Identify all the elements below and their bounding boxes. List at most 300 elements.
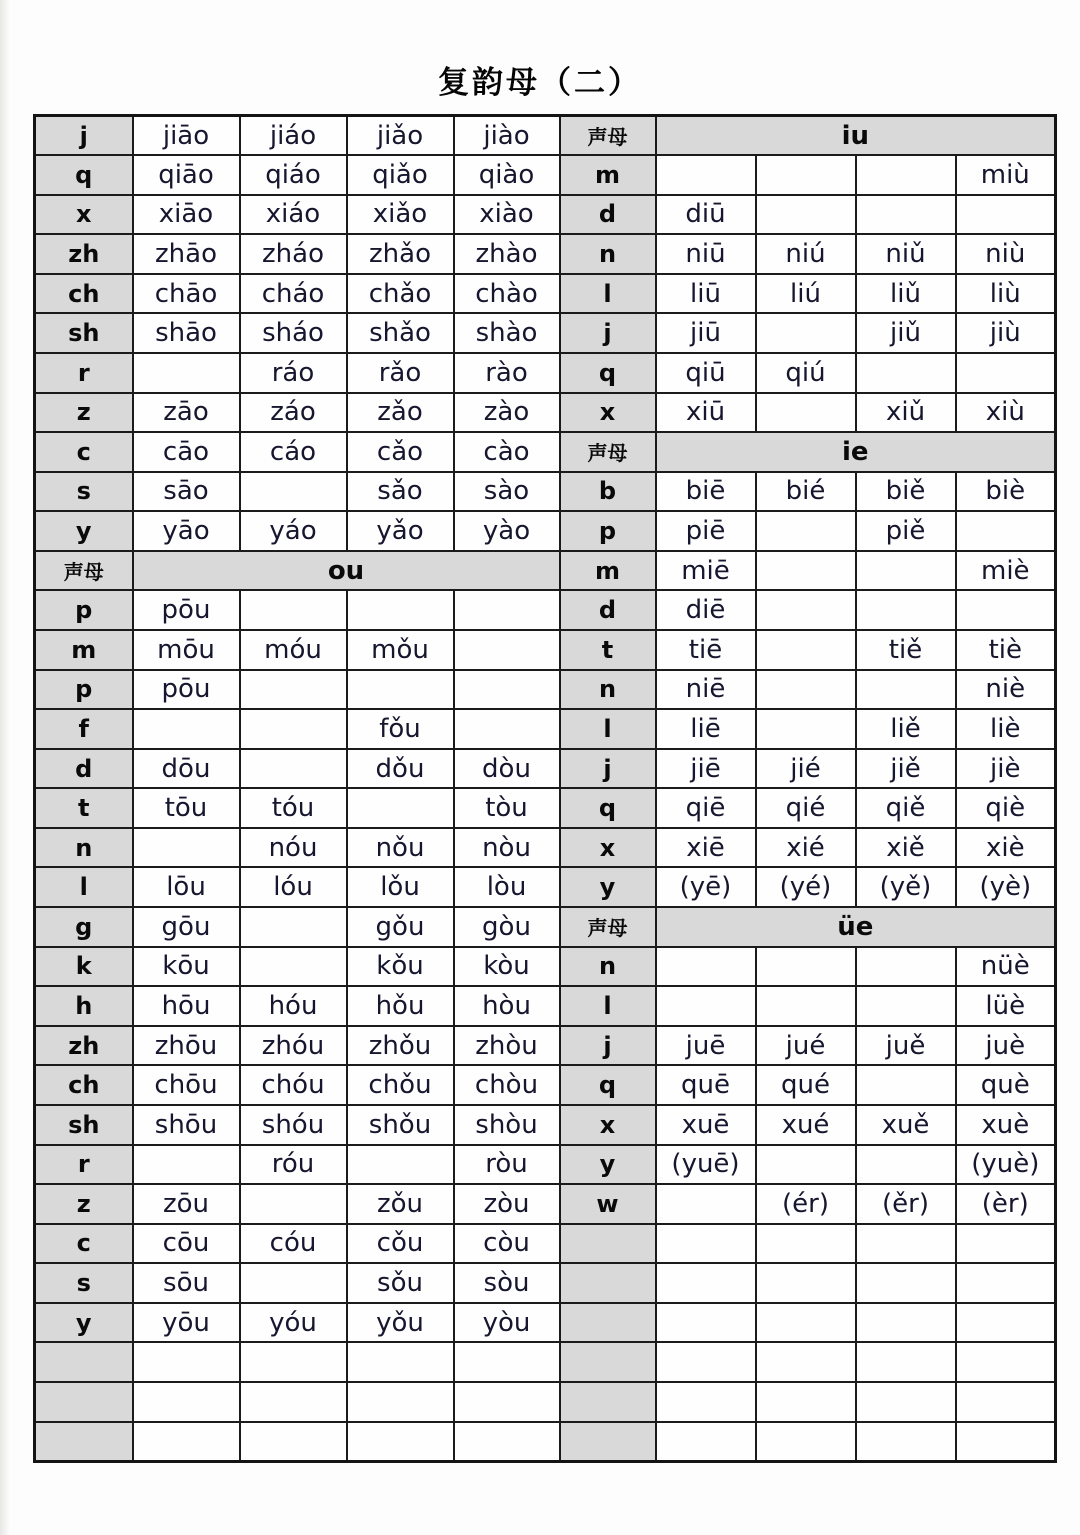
shengmu-label-cell: 声母 [560, 116, 656, 156]
initial-cell-k: k [35, 947, 133, 987]
pinyin-cell: nǒu [347, 828, 454, 868]
pinyin-cell-empty [956, 1422, 1056, 1462]
pinyin-cell: niǔ [856, 234, 956, 274]
pinyin-cell [347, 590, 454, 630]
pinyin-cell-empty [347, 1342, 454, 1382]
initial-cell-l: l [560, 986, 656, 1026]
initial-cell-empty [560, 1422, 656, 1462]
pinyin-cell: miē [656, 551, 756, 591]
table-row [35, 393, 1056, 433]
pinyin-cell [856, 551, 956, 591]
initial-cell-y: y [560, 867, 656, 907]
pinyin-cell [656, 947, 756, 987]
pinyin-cell: bié [756, 472, 856, 512]
initial-cell-p: p [35, 590, 133, 630]
scan-edge-shading [0, 0, 10, 1535]
pinyin-cell: cháo [240, 274, 347, 314]
pinyin-cell [756, 313, 856, 353]
pinyin-cell: zhào [454, 234, 560, 274]
pinyin-cell: gòu [454, 907, 560, 947]
pinyin-cell: xié [756, 828, 856, 868]
pinyin-cell [240, 1263, 347, 1303]
pinyin-cell: dōu [133, 749, 240, 789]
pinyin-cell: qiè [956, 788, 1056, 828]
pinyin-cell: qiē [656, 788, 756, 828]
table-row [35, 1105, 1056, 1145]
table-row [35, 1303, 1056, 1343]
pinyin-cell [856, 670, 956, 710]
pinyin-cell [756, 195, 856, 235]
pinyin-cell: (ěr) [856, 1184, 956, 1224]
pinyin-cell: mǒu [347, 630, 454, 670]
pinyin-cell: jiě [856, 749, 956, 789]
pinyin-cell: hǒu [347, 986, 454, 1026]
table-row [35, 709, 1056, 749]
pinyin-cell-empty [956, 1224, 1056, 1264]
pinyin-table [33, 114, 1057, 1463]
initial-cell-x: x [560, 1105, 656, 1145]
table-row [35, 630, 1056, 670]
pinyin-cell [133, 353, 240, 393]
initial-cell-l: l [560, 274, 656, 314]
initial-cell-n: n [35, 828, 133, 868]
pinyin-cell: chòu [454, 1065, 560, 1105]
table-row [35, 313, 1056, 353]
pinyin-cell: pōu [133, 590, 240, 630]
pinyin-cell-empty [240, 1422, 347, 1462]
pinyin-cell [454, 709, 560, 749]
pinyin-cell: quē [656, 1065, 756, 1105]
pinyin-cell-empty [756, 1263, 856, 1303]
pinyin-cell [240, 947, 347, 987]
pinyin-cell: juè [956, 1026, 1056, 1066]
table-row [35, 274, 1056, 314]
pinyin-cell [347, 788, 454, 828]
table-row [35, 155, 1056, 195]
pinyin-cell: jiū [656, 313, 756, 353]
pinyin-cell: chào [454, 274, 560, 314]
pinyin-cell: zháo [240, 234, 347, 274]
initial-cell-t: t [560, 630, 656, 670]
pinyin-cell: xiǔ [856, 393, 956, 433]
pinyin-cell: cǎo [347, 432, 454, 472]
pinyin-cell: jiè [956, 749, 1056, 789]
pinyin-cell-empty [856, 1263, 956, 1303]
initial-cell-n: n [560, 947, 656, 987]
initial-cell-x: x [560, 828, 656, 868]
pinyin-cell [956, 353, 1056, 393]
pinyin-cell: tiē [656, 630, 756, 670]
pinyin-cell-empty [856, 1342, 956, 1382]
pinyin-cell: shóu [240, 1105, 347, 1145]
initial-cell-q: q [560, 353, 656, 393]
pinyin-cell: mōu [133, 630, 240, 670]
pinyin-cell: xiū [656, 393, 756, 433]
initial-cell-empty [35, 1382, 133, 1422]
pinyin-cell: hōu [133, 986, 240, 1026]
pinyin-cell: xiǎo [347, 195, 454, 235]
initial-cell-g: g [35, 907, 133, 947]
pinyin-cell: cáo [240, 432, 347, 472]
pinyin-cell [347, 1145, 454, 1185]
initial-cell-h: h [35, 986, 133, 1026]
table-row [35, 234, 1056, 274]
pinyin-cell: juě [856, 1026, 956, 1066]
pinyin-cell-empty [656, 1224, 756, 1264]
pinyin-cell: zhāo [133, 234, 240, 274]
pinyin-cell [856, 155, 956, 195]
pinyin-cell [756, 393, 856, 433]
pinyin-cell [856, 353, 956, 393]
pinyin-cell: hóu [240, 986, 347, 1026]
pinyin-cell [240, 749, 347, 789]
pinyin-cell: zòu [454, 1184, 560, 1224]
pinyin-cell: lǒu [347, 867, 454, 907]
pinyin-cell: shǎo [347, 313, 454, 353]
pinyin-cell: nüè [956, 947, 1056, 987]
table-row [35, 867, 1056, 907]
pinyin-cell: què [956, 1065, 1056, 1105]
pinyin-cell: zōu [133, 1184, 240, 1224]
pinyin-cell: lōu [133, 867, 240, 907]
initial-cell-m: m [560, 155, 656, 195]
pinyin-cell: jiǎo [347, 116, 454, 156]
pinyin-cell: zhǎo [347, 234, 454, 274]
initial-cell-ch: ch [35, 274, 133, 314]
table-row [35, 1422, 1056, 1462]
shengmu-label-cell: 声母 [560, 907, 656, 947]
pinyin-cell: xiè [956, 828, 1056, 868]
pinyin-cell-empty [656, 1303, 756, 1343]
pinyin-cell [240, 590, 347, 630]
initial-cell-empty [560, 1224, 656, 1264]
pinyin-cell: záo [240, 393, 347, 433]
pinyin-cell: nóu [240, 828, 347, 868]
pinyin-cell: yòu [454, 1303, 560, 1343]
pinyin-cell: qiáo [240, 155, 347, 195]
pinyin-cell [656, 1184, 756, 1224]
pinyin-cell: biē [656, 472, 756, 512]
final-header-ou: ou [133, 551, 560, 591]
initial-cell-y: y [560, 1145, 656, 1185]
table-row [35, 1026, 1056, 1066]
pinyin-cell: shòu [454, 1105, 560, 1145]
pinyin-cell [856, 986, 956, 1026]
pinyin-cell: xiāo [133, 195, 240, 235]
pinyin-cell [756, 630, 856, 670]
pinyin-cell: chǒu [347, 1065, 454, 1105]
pinyin-cell [347, 670, 454, 710]
pinyin-cell-empty [133, 1382, 240, 1422]
pinyin-cell: qiào [454, 155, 560, 195]
pinyin-cell: jiù [956, 313, 1056, 353]
initial-cell-empty [560, 1263, 656, 1303]
pinyin-cell: lòu [454, 867, 560, 907]
pinyin-cell: (yuē) [656, 1145, 756, 1185]
pinyin-cell: piē [656, 511, 756, 551]
initial-cell-f: f [35, 709, 133, 749]
pinyin-cell: jié [756, 749, 856, 789]
initial-cell-zh: zh [35, 234, 133, 274]
table-row [35, 432, 1056, 472]
pinyin-cell: yāo [133, 511, 240, 551]
pinyin-cell: zǒu [347, 1184, 454, 1224]
pinyin-cell [133, 828, 240, 868]
table-row [35, 947, 1056, 987]
initial-cell-x: x [35, 195, 133, 235]
initial-cell-c: c [35, 1224, 133, 1264]
final-header-ie: ie [656, 432, 1056, 472]
pinyin-cell: zhōu [133, 1026, 240, 1066]
pinyin-cell: liǔ [856, 274, 956, 314]
pinyin-cell: sǒu [347, 1263, 454, 1303]
final-header-üe: üe [656, 907, 1056, 947]
pinyin-cell: lüè [956, 986, 1056, 1026]
initial-cell-y: y [35, 1303, 133, 1343]
initial-cell-q: q [560, 1065, 656, 1105]
pinyin-cell: yǎo [347, 511, 454, 551]
initial-cell-z: z [35, 393, 133, 433]
table-row [35, 1342, 1056, 1382]
table-row [35, 986, 1056, 1026]
initial-cell-n: n [560, 670, 656, 710]
pinyin-cell-empty [240, 1342, 347, 1382]
initial-cell-empty [35, 1342, 133, 1382]
pinyin-cell: (yè) [956, 867, 1056, 907]
pinyin-cell: jiāo [133, 116, 240, 156]
pinyin-cell: liē [656, 709, 756, 749]
initial-cell-j: j [35, 116, 133, 156]
pinyin-cell: sōu [133, 1263, 240, 1303]
pinyin-cell: liū [656, 274, 756, 314]
initial-cell-p: p [35, 670, 133, 710]
pinyin-cell: (yē) [656, 867, 756, 907]
pinyin-cell-empty [856, 1422, 956, 1462]
pinyin-cell: shǒu [347, 1105, 454, 1145]
pinyin-cell: ròu [454, 1145, 560, 1185]
pinyin-cell: rǎo [347, 353, 454, 393]
pinyin-cell: sòu [454, 1263, 560, 1303]
pinyin-cell: pōu [133, 670, 240, 710]
table-row [35, 670, 1056, 710]
pinyin-cell-empty [756, 1422, 856, 1462]
pinyin-cell: ráo [240, 353, 347, 393]
pinyin-cell: chǎo [347, 274, 454, 314]
pinyin-table-body [35, 116, 1056, 1462]
pinyin-cell: (èr) [956, 1184, 1056, 1224]
pinyin-cell: niú [756, 234, 856, 274]
pinyin-cell: biè [956, 472, 1056, 512]
table-row [35, 551, 1056, 591]
pinyin-cell: sháo [240, 313, 347, 353]
pinyin-cell-empty [656, 1263, 756, 1303]
initial-cell-q: q [35, 155, 133, 195]
table-row [35, 828, 1056, 868]
shengmu-label-cell: 声母 [560, 432, 656, 472]
pinyin-cell [240, 709, 347, 749]
pinyin-cell-empty [240, 1382, 347, 1422]
pinyin-cell [956, 195, 1056, 235]
pinyin-cell: diū [656, 195, 756, 235]
pinyin-cell: qué [756, 1065, 856, 1105]
pinyin-cell-empty [956, 1303, 1056, 1343]
pinyin-cell: zǎo [347, 393, 454, 433]
initial-cell-r: r [35, 353, 133, 393]
pinyin-cell [756, 709, 856, 749]
initial-cell-j: j [560, 313, 656, 353]
pinyin-cell: lóu [240, 867, 347, 907]
pinyin-cell: zào [454, 393, 560, 433]
pinyin-cell: zhóu [240, 1026, 347, 1066]
pinyin-cell-empty [756, 1303, 856, 1343]
initial-cell-x: x [560, 393, 656, 433]
pinyin-cell-empty [133, 1342, 240, 1382]
pinyin-cell: hòu [454, 986, 560, 1026]
pinyin-cell: sǎo [347, 472, 454, 512]
pinyin-cell [454, 630, 560, 670]
pinyin-cell [240, 670, 347, 710]
pinyin-cell-empty [756, 1224, 856, 1264]
pinyin-cell: róu [240, 1145, 347, 1185]
pinyin-cell-empty [454, 1422, 560, 1462]
pinyin-cell [133, 1145, 240, 1185]
pinyin-cell [656, 986, 756, 1026]
pinyin-cell [756, 947, 856, 987]
pinyin-cell: liù [956, 274, 1056, 314]
initial-cell-empty [35, 1422, 133, 1462]
pinyin-cell: yóu [240, 1303, 347, 1343]
pinyin-cell: dǒu [347, 749, 454, 789]
pinyin-cell: yào [454, 511, 560, 551]
initial-cell-j: j [560, 1026, 656, 1066]
pinyin-cell: xué [756, 1105, 856, 1145]
pinyin-cell: tiě [856, 630, 956, 670]
pinyin-cell: qié [756, 788, 856, 828]
initial-cell-s: s [35, 472, 133, 512]
initial-cell-w: w [560, 1184, 656, 1224]
pinyin-cell: piě [856, 511, 956, 551]
initial-cell-empty [560, 1382, 656, 1422]
table-row [35, 472, 1056, 512]
initial-cell-d: d [560, 195, 656, 235]
table-row [35, 788, 1056, 828]
pinyin-cell [856, 1145, 956, 1185]
initial-cell-y: y [35, 511, 133, 551]
initial-cell-b: b [560, 472, 656, 512]
pinyin-cell: cóu [240, 1224, 347, 1264]
pinyin-cell-empty [454, 1382, 560, 1422]
pinyin-cell: shāo [133, 313, 240, 353]
pinyin-cell: sāo [133, 472, 240, 512]
pinyin-cell: zhòu [454, 1026, 560, 1066]
pinyin-cell [956, 511, 1056, 551]
pinyin-cell [454, 670, 560, 710]
pinyin-cell: xiào [454, 195, 560, 235]
pinyin-cell: nòu [454, 828, 560, 868]
pinyin-cell-empty [856, 1382, 956, 1422]
pinyin-cell: yǒu [347, 1303, 454, 1343]
pinyin-cell [133, 709, 240, 749]
pinyin-cell-empty [656, 1422, 756, 1462]
initial-cell-q: q [560, 788, 656, 828]
pinyin-cell: cào [454, 432, 560, 472]
table-row [35, 1065, 1056, 1105]
pinyin-cell [454, 590, 560, 630]
pinyin-cell: jiào [454, 116, 560, 156]
pinyin-cell: tòu [454, 788, 560, 828]
pinyin-cell: miè [956, 551, 1056, 591]
pinyin-cell [240, 1184, 347, 1224]
pinyin-cell: xiù [956, 393, 1056, 433]
initial-cell-m: m [35, 630, 133, 670]
pinyin-cell: juē [656, 1026, 756, 1066]
table-row [35, 1184, 1056, 1224]
pinyin-cell [856, 1065, 956, 1105]
pinyin-cell: jiáo [240, 116, 347, 156]
pinyin-cell: zāo [133, 393, 240, 433]
pinyin-cell [756, 155, 856, 195]
pinyin-cell: niè [956, 670, 1056, 710]
pinyin-cell [856, 947, 956, 987]
pinyin-cell: miù [956, 155, 1056, 195]
pinyin-cell: diē [656, 590, 756, 630]
pinyin-cell: (yě) [856, 867, 956, 907]
table-row [35, 116, 1056, 156]
table-row [35, 749, 1056, 789]
pinyin-cell: rào [454, 353, 560, 393]
initial-cell-p: p [560, 511, 656, 551]
initial-cell-l: l [560, 709, 656, 749]
page-title: 复韵母（二） [438, 65, 642, 101]
initial-cell-s: s [35, 1263, 133, 1303]
initial-cell-ch: ch [35, 1065, 133, 1105]
pinyin-cell [756, 986, 856, 1026]
initial-cell-d: d [560, 590, 656, 630]
pinyin-cell: qiǎo [347, 155, 454, 195]
initial-cell-sh: sh [35, 1105, 133, 1145]
pinyin-cell: tóu [240, 788, 347, 828]
pinyin-cell: qiě [856, 788, 956, 828]
pinyin-cell: (yé) [756, 867, 856, 907]
pinyin-cell: dòu [454, 749, 560, 789]
pinyin-cell: (ér) [756, 1184, 856, 1224]
pinyin-cell: xuē [656, 1105, 756, 1145]
pinyin-cell: qiāo [133, 155, 240, 195]
pinyin-cell: gōu [133, 907, 240, 947]
initial-cell-m: m [560, 551, 656, 591]
initial-cell-sh: sh [35, 313, 133, 353]
pinyin-cell: niē [656, 670, 756, 710]
pinyin-cell [956, 590, 1056, 630]
pinyin-cell: sào [454, 472, 560, 512]
pinyin-cell: tiè [956, 630, 1056, 670]
pinyin-cell: fǒu [347, 709, 454, 749]
pinyin-cell-empty [756, 1342, 856, 1382]
pinyin-cell: móu [240, 630, 347, 670]
pinyin-cell: liè [956, 709, 1056, 749]
pinyin-cell: jiē [656, 749, 756, 789]
pinyin-cell: yōu [133, 1303, 240, 1343]
initial-cell-c: c [35, 432, 133, 472]
pinyin-cell: cǒu [347, 1224, 454, 1264]
pinyin-cell-empty [347, 1382, 454, 1422]
table-row [35, 195, 1056, 235]
table-row [35, 1224, 1056, 1264]
pinyin-cell: gǒu [347, 907, 454, 947]
pinyin-cell: liě [856, 709, 956, 749]
pinyin-cell [240, 907, 347, 947]
pinyin-cell [756, 1145, 856, 1185]
